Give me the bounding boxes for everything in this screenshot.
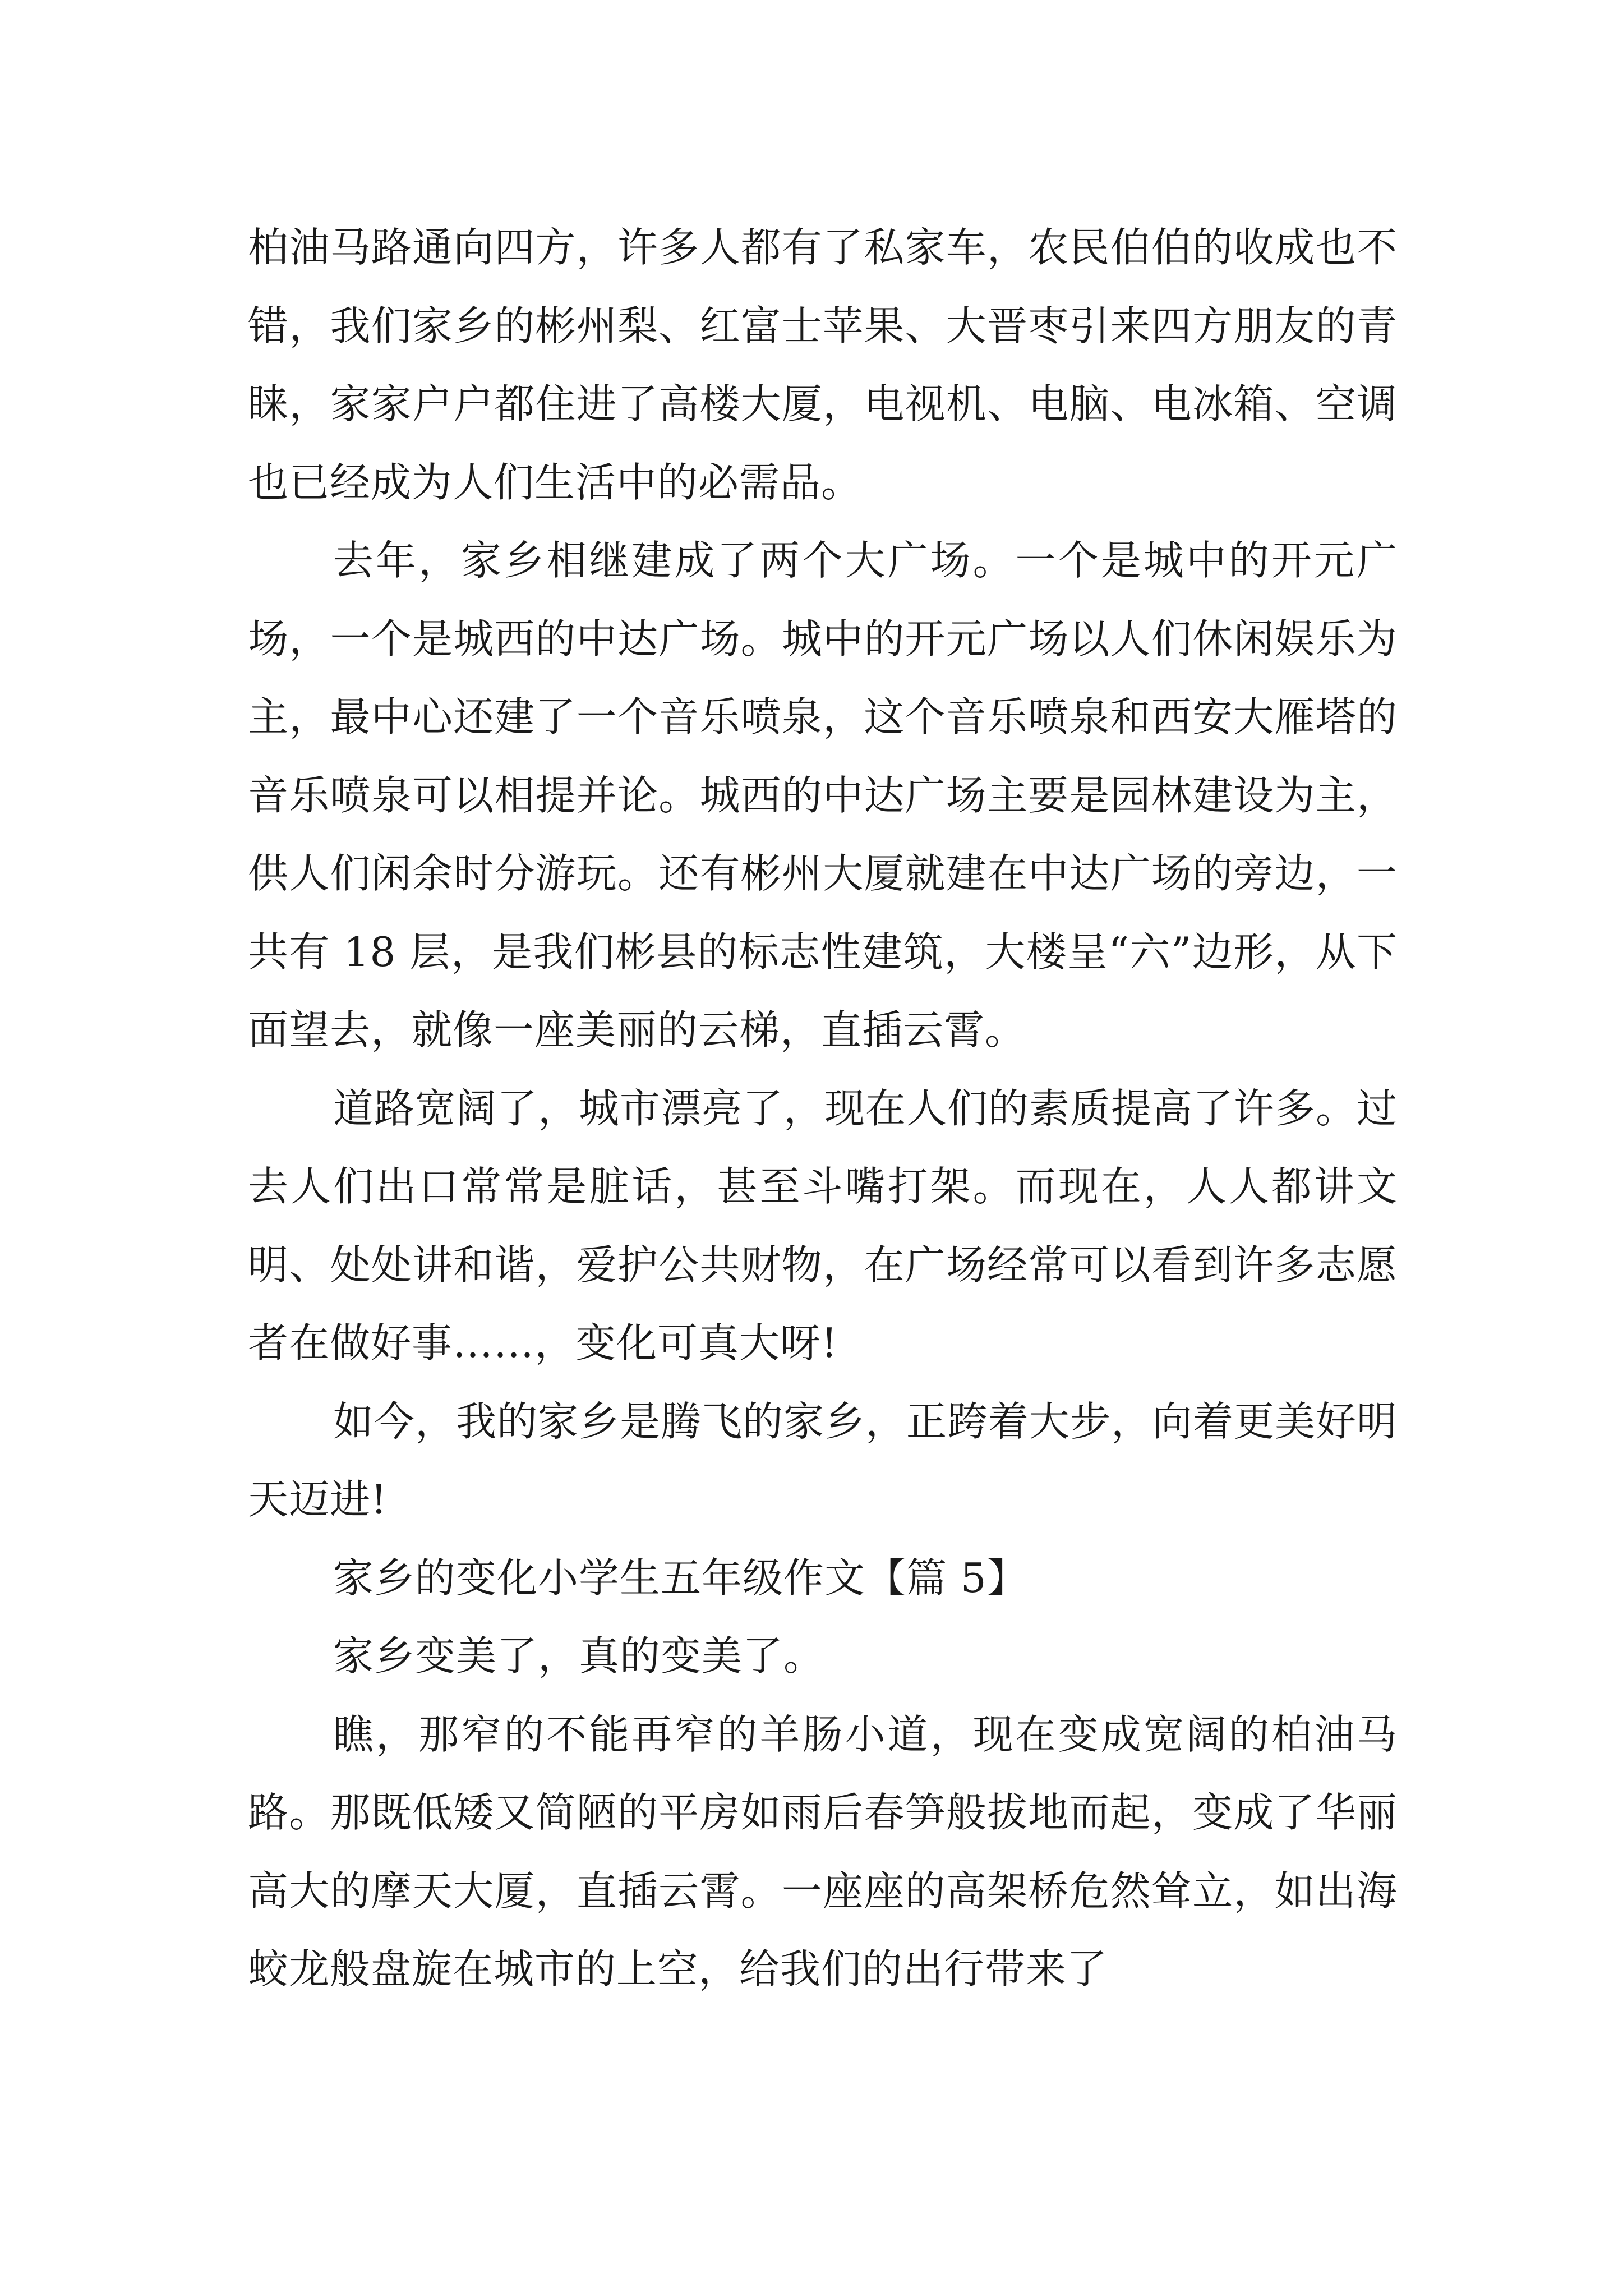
- body-text: [248, 209, 1398, 2009]
- paragraph-manners: 道路宽阔了，城市漂亮了，现在人们的素质提高了许多。过去人们出口常常是脏话，甚至斗嘴打架。而现在，人人都讲文明、处处讲和谐，爱护公共财物，在广场经常可以看到许多志愿者在做好事……，变化可真大呀!: [248, 1084, 1398, 1366]
- paragraph-plazas: 去年，家乡相继建成了两个大广场。一个是城中的开元广场，一个是城西的中达广场。城中的开元广场以人们休闲娱乐为主，最中心还建了一个音乐喷泉，这个音乐喷泉和西安大雁塔的音乐喷泉可以相提并论。城西的中达广场主要是园林建设为主，供人们闲余时分游玩。还有彬州大厦就建在中达广场的旁边，一共有 18 层，是我们彬县的标志性建筑，大楼呈“六”边形，从下面望去，就像一座美丽的云梯，直插云霄。: [248, 537, 1398, 1053]
- paragraph-description: 瞧，那窄的不能再窄的羊肠小道，现在变成宽阔的柏油马路。那既低矮又简陋的平房如雨后春笋般拔地而起，变成了华丽高大的摩天大厦，直插云霄。一座座的高架桥危然耸立，如出海蛟龙般盘旋在城市的上空，给我们的出行带来了: [248, 1710, 1398, 1993]
- paragraph-opening: 家乡变美了，真的变美了。: [333, 1632, 825, 1680]
- section-heading: 家乡的变化小学生五年级作文【篇 5】: [333, 1554, 1028, 1602]
- paragraph-continued: 柏油马路通向四方，许多人都有了私家车，农民伯伯的收成也不错，我们家乡的彬州梨、红富士苹果、大晋枣引来四方朋友的青睐，家家户户都住进了高楼大厦，电视机、电脑、电冰箱、空调也已经成为人们生活中的必需品。: [248, 224, 1398, 506]
- paragraph-conclusion: 如今，我的家乡是腾飞的家乡，正跨着大步，向着更美好明天迈进!: [248, 1397, 1398, 1523]
